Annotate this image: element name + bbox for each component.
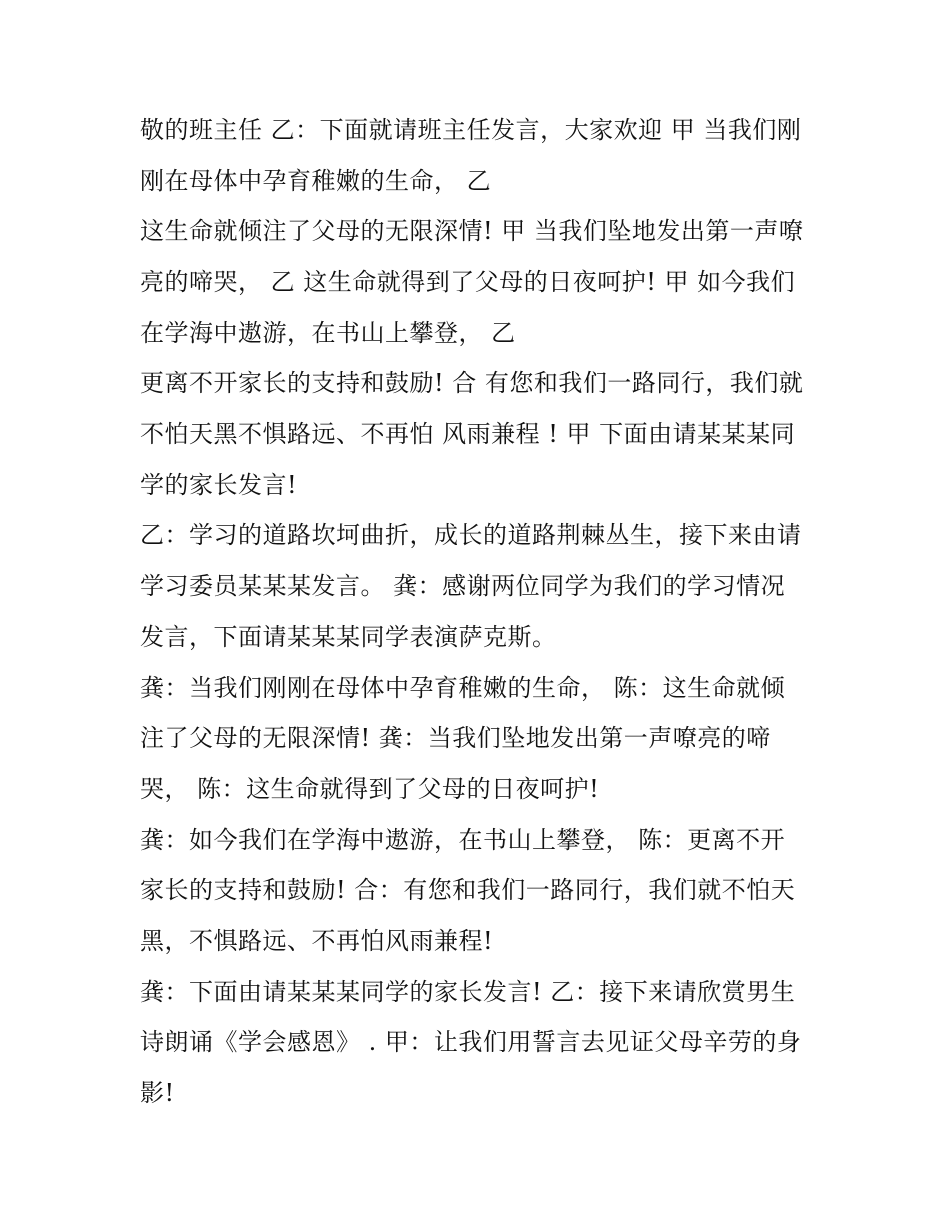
text-line: 龚：如今我们在学海中遨游，在书山上攀登， 陈：更离不开 xyxy=(140,826,786,854)
text-line: 注了父母的无限深情! 龚：当我们坠地发出第一声嘹亮的啼 xyxy=(140,724,771,752)
text-line: 诗朗诵《学会感恩》 . 甲：让我们用誓言去见证父母辛劳的身 xyxy=(140,1028,802,1056)
text-line: 龚：当我们刚刚在母体中孕育稚嫩的生命， 陈：这生命就倾 xyxy=(140,674,786,702)
text-line: 敬的班主任 乙：下面就请班主任发言，大家欢迎 甲 当我们刚 xyxy=(140,116,802,144)
text-line: 学的家长发言! xyxy=(140,471,298,499)
text-line: 学习委员某某某发言。 龚：感谢两位同学为我们的学习情况 xyxy=(140,572,786,600)
text-line: 家长的支持和鼓励! 合：有您和我们一路同行，我们就不怕天 xyxy=(140,876,796,904)
text-line: 这生命就倾注了父母的无限深情! 甲 当我们坠地发出第一声嘹 xyxy=(140,217,804,245)
text-line: 发言，下面请某某某同学表演萨克斯。 xyxy=(140,623,557,651)
text-line: 刚在母体中孕育稚嫩的生命， 乙 xyxy=(140,167,492,195)
text-line: 亮的啼哭， 乙 这生命就得到了父母的日夜呵护! 甲 如今我们 xyxy=(140,268,796,296)
text-line: 影! xyxy=(140,1079,175,1107)
text-line: 乙：学习的道路坎坷曲折，成长的道路荆棘丛生，接下来由请 xyxy=(140,521,802,549)
text-line: 不怕天黑不惧路远、不再怕 风雨兼程 ! 甲 下面由请某某某同 xyxy=(140,420,796,448)
text-line: 哭， 陈：这生命就得到了父母的日夜呵护! xyxy=(140,775,600,803)
text-line: 在学海中遨游，在书山上攀登， 乙 xyxy=(140,319,516,347)
text-line: 黑，不惧路远、不再怕风雨兼程! xyxy=(140,927,494,955)
text-line: 更离不开家长的支持和鼓励! 合 有您和我们一路同行，我们就 xyxy=(140,369,804,397)
text-line: 龚：下面由请某某某同学的家长发言! 乙：接下来请欣赏男生 xyxy=(140,978,796,1006)
